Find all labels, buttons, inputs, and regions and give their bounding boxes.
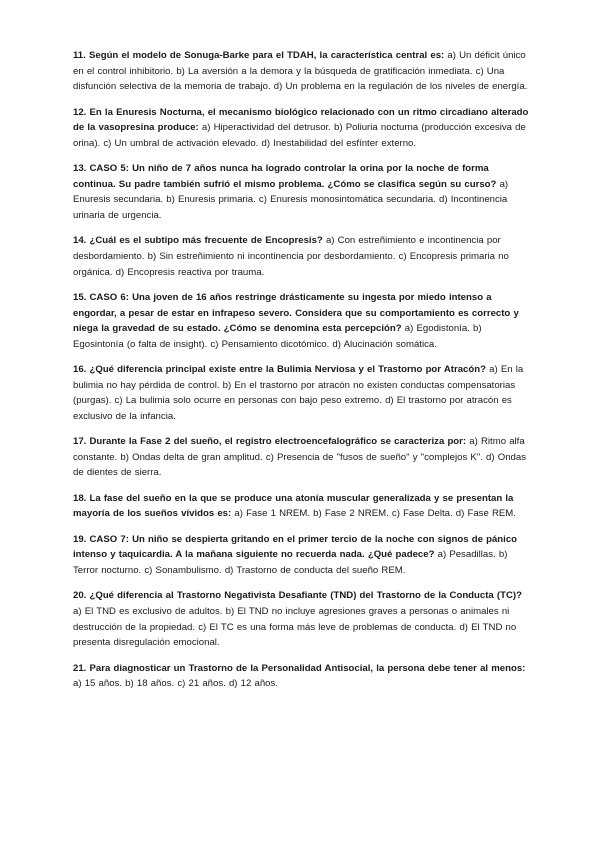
question-stem: 14. ¿Cuál es el subtipo más frecuente de Encopresis? xyxy=(73,235,323,247)
question-options: a) 15 años. b) 18 años. c) 21 años. d) 12 años. xyxy=(73,678,278,690)
question-12 xyxy=(73,105,529,152)
question-options: a) Egodistonía. b) Egosintonía (o falta de insight). c) Pensamiento dicotómico. d) Alucinación somática. xyxy=(73,323,482,350)
question-options: a) Pesadillas. b) Terror nocturno. c) Sonambulismo. d) Trastorno de conducta del sueño REM. xyxy=(73,549,508,576)
question-options: a) Enuresis secundaria. b) Enuresis primaria. c) Enuresis monosintomática secundaria. d) Incontinencia urinaria de urgencia. xyxy=(73,178,509,221)
question-stem: 11. Según el modelo de Sonuga-Barke para el TDAH, la característica central es: xyxy=(73,50,445,61)
question-13 xyxy=(73,161,529,223)
question-stem: 16. ¿Qué diferencia principal existe entre la Bulimia Nerviosa y el Trastorno por Atracón? xyxy=(73,364,486,376)
question-stem: 21. Para diagnosticar un Trastorno de la Personalidad Antisocial, la persona debe tener al menos: xyxy=(73,662,526,674)
question-stem: 18. La fase del sueño en la que se produce una atonía muscular generalizada y se presentan la mayoría de los sueños vívidos es: xyxy=(73,492,514,520)
question-options: a) Un déficit único en el control inhibitorio. b) La aversión a la demora y la búsqueda de gratificación inmediata. c) Una disfunción selectiva de la memoria de trabajo. d) Un problema en la regulación de los niveles de energía. xyxy=(73,50,528,93)
question-list xyxy=(73,48,529,702)
question-options: a) El TND es exclusivo de adultos. b) El TND no incluye agresiones graves a personas o animales ni destrucción de la propiedad. c) El TC es una forma más leve de problemas de conducta. d) El TND no presenta disregulación emocional. xyxy=(73,605,517,649)
question-options: a) Con estreñimiento e incontinencia por desbordamiento. b) Sin estreñimiento ni incontinencia por desbordamiento. c) Encopresis primaria no orgánica. d) Encopresis reactiva por trauma. xyxy=(73,235,509,278)
question-15 xyxy=(73,290,529,352)
question-21 xyxy=(73,661,529,692)
question-stem: 19. CASO 7: Un niño se despierta gritando en el primer tercio de la noche con signos de pánico intenso y taquicardia. A la mañana siguiente no recuerda nada. ¿Qué padece? xyxy=(73,533,518,561)
question-options: a) Ritmo alfa constante. b) Ondas delta de gran amplitud. c) Presencia de "fusos de sueño" y "complejos K". d) Ondas de dientes de sierra. xyxy=(73,436,527,479)
question-options: a) En la bulimia no hay pérdida de control. b) En el trastorno por atracón no existen conductas compensatorias (purgas). c) La bulimia solo ocurre en personas con bajo peso extremo. d) El trastorno por atracón es exclusivo de la infancia. xyxy=(73,364,524,422)
question-stem: 17. Durante la Fase 2 del sueño, el registro electroencefalográfico se caracteriza por: xyxy=(73,436,467,448)
question-options: a) Hiperactividad del detrusor. b) Poliuria nocturna (producción excesiva de orina). c) Un umbral de activación elevado. d) Inestabilidad del esfínter externo. xyxy=(73,122,526,149)
question-stem: 20. ¿Qué diferencia al Trastorno Negativista Desafiante (TND) del Trastorno de la Conducta (TC)? xyxy=(73,590,522,602)
question-18 xyxy=(73,491,529,522)
question-16 xyxy=(73,362,529,424)
question-stem: 13. CASO 5: Un niño de 7 años nunca ha logrado controlar la orina por la noche de forma continua. Su padre también sufrió el mismo problema. ¿Cómo se clasifica según su curso? xyxy=(73,163,497,190)
question-17 xyxy=(73,434,529,481)
question-stem: 15. CASO 6: Una joven de 16 años restringe drásticamente su ingesta por miedo intenso a engordar, a pesar de estar en infrapeso severo. Considera que su comportamiento es correcto y niega la gravedad de su estado. ¿Cómo se denomina esta percepción? xyxy=(73,291,519,335)
question-11 xyxy=(73,48,529,95)
question-stem: 12. En la Enuresis Nocturna, el mecanismo biológico relacionado con un ritmo circadiano alterado de la vasopresina produce: xyxy=(73,106,529,134)
question-19 xyxy=(73,532,529,579)
question-options: a) Fase 1 NREM. b) Fase 2 NREM. c) Fase Delta. d) Fase REM. xyxy=(234,508,516,520)
question-20 xyxy=(73,588,529,650)
question-14 xyxy=(73,233,529,280)
